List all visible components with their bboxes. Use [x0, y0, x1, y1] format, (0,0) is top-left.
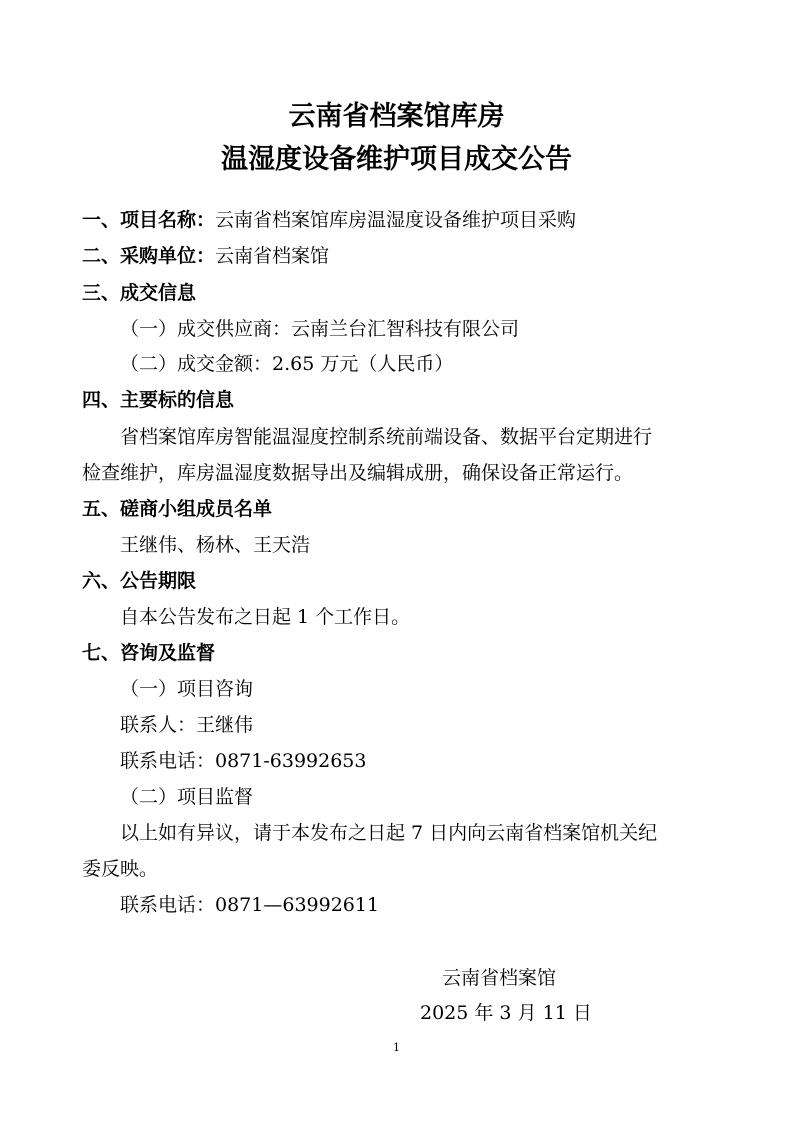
supervision-line-1: 以上如有异议，请于本发布之日起 7 日内向云南省档案馆机关纪: [120, 822, 658, 844]
section-deal-info-heading: 三、成交信息: [82, 282, 197, 304]
section-period-heading: 六、公告期限: [82, 570, 197, 592]
section-purchaser: [82, 243, 329, 269]
deal-amount: （二）成交金额：2.65 万元（人民币）: [120, 353, 454, 375]
supervision-line-2: 委反映。: [82, 858, 159, 880]
consult-contact: 联系人：王继伟: [120, 714, 254, 736]
section-main-subject-heading: 四、主要标的信息: [82, 389, 235, 411]
section-heading: 一、项目名称：: [82, 209, 216, 231]
project-name-value: 云南省档案馆库房温湿度设备维护项目采购: [215, 209, 577, 231]
signature-date: 2025 年 3 月 11 日: [420, 1002, 592, 1024]
page-number: 1: [393, 1041, 400, 1054]
main-subject-line-1: 省档案馆库房智能温湿度控制系统前端设备、数据平台定期进行: [120, 426, 653, 448]
section-panel-heading: 五、磋商小组成员名单: [82, 498, 273, 520]
supervision-phone: 联系电话：0871—63992611: [120, 894, 380, 916]
supervision-subheading: （二）项目监督: [120, 786, 254, 808]
signature-org: 云南省档案馆: [442, 967, 557, 989]
deal-supplier: （一）成交供应商：云南兰台汇智科技有限公司: [120, 318, 520, 340]
section-consult-heading: 七、咨询及监督: [82, 642, 216, 664]
period-text: 自本公告发布之日起 1 个工作日。: [120, 606, 411, 628]
section-heading: 二、采购单位：: [82, 245, 216, 267]
title-line-1: 云南省档案馆库房: [288, 101, 505, 132]
title-line-2: 温湿度设备维护项目成交公告: [221, 144, 572, 175]
panel-members: 王继伟、杨林、王天浩: [120, 534, 311, 556]
consult-phone: 联系电话：0871-63992653: [120, 750, 367, 772]
consult-subheading: （一）项目咨询: [120, 678, 254, 700]
section-project-name: [82, 207, 576, 233]
main-subject-line-2: 检查维护，库房温湿度数据导出及编辑成册，确保设备正常运行。: [82, 462, 634, 484]
purchaser-value: 云南省档案馆: [215, 245, 330, 267]
